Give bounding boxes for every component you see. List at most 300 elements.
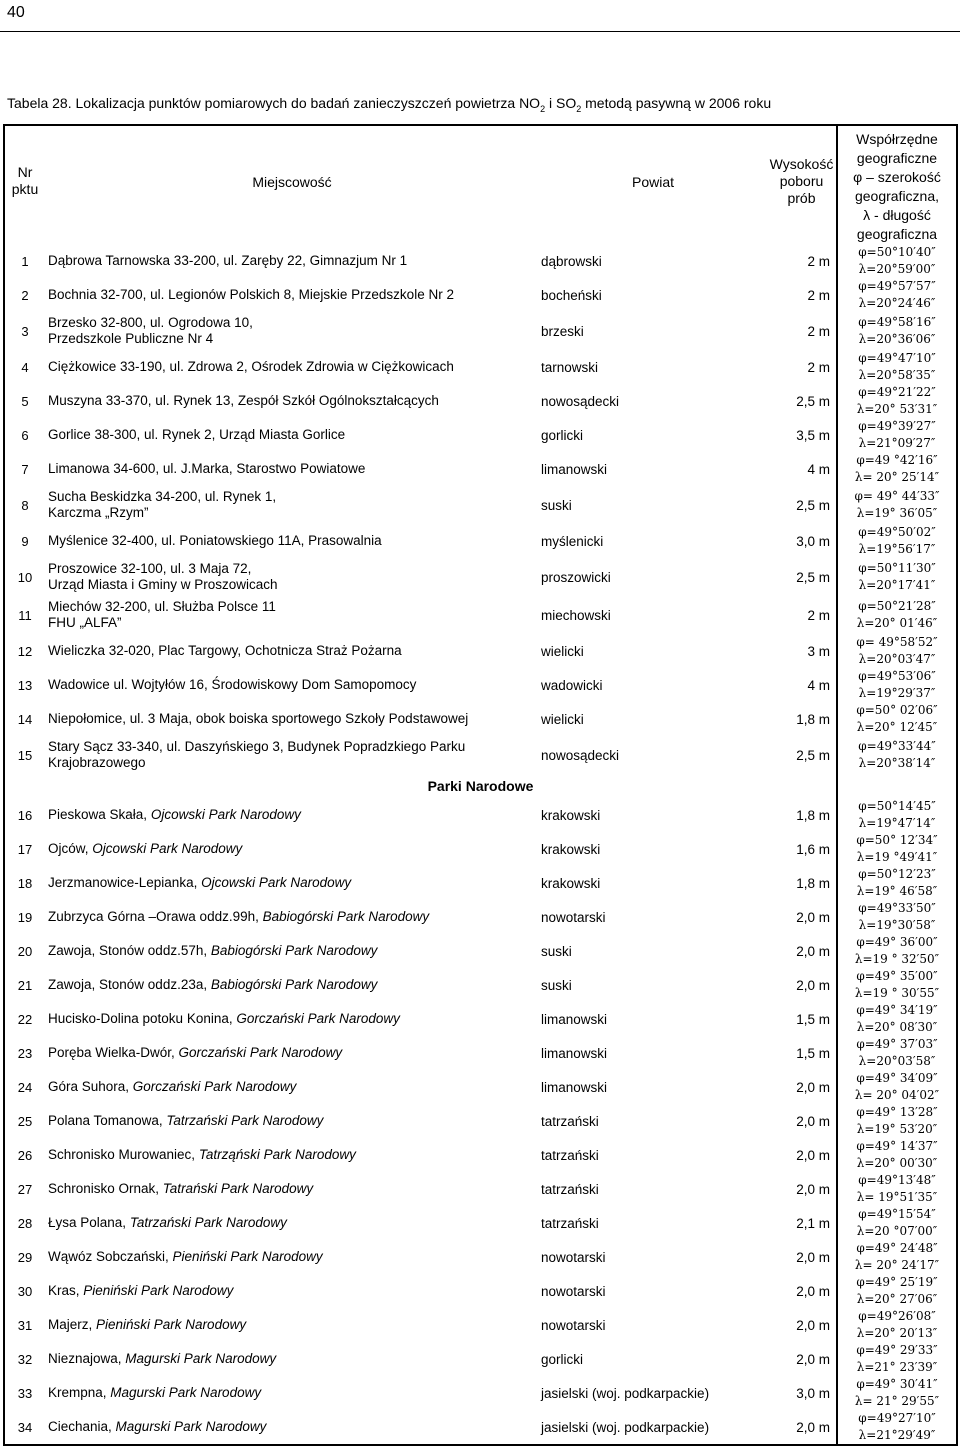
location-cell <box>45 1104 539 1138</box>
height-cell: 3 m <box>807 643 830 659</box>
latitude-value: φ=49° 29′33″ <box>856 1343 938 1357</box>
longitude-value: λ=20 °07′00″ <box>856 1224 938 1238</box>
park-name: Magurski Park Narodowy <box>115 1419 267 1434</box>
height-cell: 4 m <box>807 461 830 477</box>
location-cell <box>45 702 539 736</box>
powiat-cell: dąbrowski <box>541 253 602 269</box>
height-cell: 2,0 m <box>796 1351 830 1367</box>
location-text: Wadowice ul. Wojtyłów 16, Środowiskowy Dom Samopomocy <box>48 677 417 692</box>
powiat-cell: wielicki <box>541 711 584 727</box>
location-text: Zawoja, Stonów oddz.57h, <box>48 943 211 958</box>
location-text: Kras, <box>48 1283 84 1298</box>
powiat-cell: nowotarski <box>541 1283 606 1299</box>
point-number: 29 <box>17 1249 33 1265</box>
table-header-row <box>4 125 957 244</box>
park-name: Gorczański Park Narodowy <box>236 1011 400 1026</box>
location-cell <box>45 668 539 702</box>
longitude-value: λ=19 ° 32′50″ <box>854 952 940 966</box>
point-number: 23 <box>17 1045 33 1061</box>
location-text-line2: Karczma „Rzym” <box>48 505 149 520</box>
point-number: 15 <box>17 747 33 763</box>
park-name: Pieniński Park Narodowy <box>96 1317 247 1332</box>
longitude-value: λ= 20° 04′02″ <box>854 1088 940 1102</box>
point-number: 3 <box>21 323 29 339</box>
table-row <box>4 736 957 774</box>
table-row <box>4 1410 957 1445</box>
longitude-value: λ= 21° 29′55″ <box>854 1394 940 1408</box>
point-number: 24 <box>17 1079 33 1095</box>
height-cell: 3,5 m <box>796 427 830 443</box>
location-text: Pieskowa Skała, <box>48 807 151 822</box>
longitude-value: λ=20° 08′30″ <box>856 1020 938 1034</box>
header-wysokosc: Wysokość poboru prób <box>769 156 834 206</box>
height-cell: 4 m <box>807 677 830 693</box>
powiat-cell: nowosądecki <box>541 393 620 409</box>
longitude-value: λ= 20° 25′14″ <box>854 470 940 484</box>
point-number: 9 <box>21 533 29 549</box>
park-name: Pieniński Park Narodowy <box>83 1283 234 1298</box>
powiat-cell: krakowski <box>541 841 601 857</box>
powiat-cell: suski <box>541 943 572 959</box>
location-cell <box>45 1206 539 1240</box>
point-number: 22 <box>17 1011 33 1027</box>
latitude-value: φ=49°58′16″ <box>858 315 936 329</box>
park-name: Tatrząński Park Narodowy <box>198 1147 356 1162</box>
location-cell <box>45 900 539 934</box>
coordinates-cell <box>837 452 957 486</box>
latitude-value: φ=49° 37′03″ <box>856 1037 938 1051</box>
location-text: Zawoja, Stonów oddz.23a, <box>48 977 211 992</box>
latitude-value: φ=49°13′48″ <box>858 1173 936 1187</box>
coordinates-cell <box>837 558 957 596</box>
coordinates-cell <box>837 668 957 702</box>
height-cell: 1,8 m <box>796 711 830 727</box>
coordinates-cell <box>837 1342 957 1376</box>
page-number: 40 <box>7 4 25 21</box>
caption-text-1: Tabela 28. Lokalizacja punktów pomiarowych do badań zanieczyszczeń powietrza NO <box>7 95 541 111</box>
park-name: Magurski Park Narodowy <box>125 1351 277 1366</box>
longitude-value: λ=19 °49′41″ <box>856 850 938 864</box>
height-cell: 2,5 m <box>796 393 830 409</box>
point-number: 33 <box>17 1385 33 1401</box>
location-cell <box>45 244 539 278</box>
height-cell: 1,6 m <box>796 841 830 857</box>
point-number: 13 <box>17 677 33 693</box>
section-title: Parki Narodowe <box>427 778 534 794</box>
height-cell: 2,5 m <box>796 569 830 585</box>
longitude-value: λ=20° 53′31″ <box>856 402 938 416</box>
coordinates-cell <box>837 384 957 418</box>
powiat-cell: limanowski <box>541 461 608 477</box>
table-row <box>4 312 957 350</box>
location-text: Limanowa 34-600, ul. J.Marka, Starostwo Powiatowe <box>48 461 366 476</box>
latitude-value: φ=49°33′50″ <box>858 901 936 915</box>
height-cell: 2,0 m <box>796 943 830 959</box>
location-text: Bochnia 32-700, ul. Legionów Polskich 8, Miejskie Przedszkole Nr 2 <box>48 287 454 302</box>
table-row <box>4 452 957 486</box>
powiat-cell: nowotarski <box>541 1317 606 1333</box>
point-number: 18 <box>17 875 33 891</box>
longitude-value: λ= 19°51′35″ <box>856 1190 938 1204</box>
park-name: Magurski Park Narodowy <box>110 1385 262 1400</box>
coordinates-cell <box>837 1070 957 1104</box>
location-cell <box>45 384 539 418</box>
table-row <box>4 244 957 278</box>
location-cell <box>45 1376 539 1410</box>
point-number: 2 <box>21 287 29 303</box>
location-cell <box>45 524 539 558</box>
caption-text-3: metodą pasywną w 2006 roku <box>581 95 772 111</box>
table-row <box>4 1138 957 1172</box>
location-text: Stary Sącz 33-340, ul. Daszyńskiego 3, Budynek Popradzkiego Parku <box>48 739 466 754</box>
longitude-value: λ=20° 27′06″ <box>856 1292 938 1306</box>
latitude-value: φ=49°27′10″ <box>858 1411 936 1425</box>
table-row <box>4 798 957 832</box>
height-cell: 2,0 m <box>796 1419 830 1435</box>
coordinates-cell <box>837 634 957 668</box>
longitude-value: λ=19° 53′20″ <box>856 1122 938 1136</box>
height-cell: 2,5 m <box>796 497 830 513</box>
powiat-cell: jasielski (woj. podkarpackie) <box>541 1419 710 1435</box>
longitude-value: λ=20° 20′13″ <box>856 1326 938 1340</box>
park-name: Babiogórski Park Narodowy <box>262 909 430 924</box>
section-row <box>4 774 957 798</box>
point-number: 31 <box>17 1317 33 1333</box>
latitude-value: φ=49°53′06″ <box>858 669 936 683</box>
table-row <box>4 934 957 968</box>
location-text: Nieznajowa, <box>48 1351 126 1366</box>
longitude-value: λ=20°17′41″ <box>858 578 936 592</box>
longitude-value: λ=20°03′47″ <box>858 652 936 666</box>
latitude-value: φ=49°47′10″ <box>858 351 936 365</box>
location-text: Wieliczka 32-020, Plac Targowy, Ochotnicza Straż Pożarna <box>48 643 402 658</box>
table-row <box>4 832 957 866</box>
coordinates-cell <box>837 244 957 278</box>
longitude-value: λ=19°30′58″ <box>858 918 936 932</box>
point-number: 30 <box>17 1283 33 1299</box>
point-number: 8 <box>21 497 29 513</box>
table-row <box>4 1036 957 1070</box>
table-row <box>4 1342 957 1376</box>
header-miejscowosc: Miejscowość <box>252 174 332 190</box>
coordinates-cell <box>837 278 957 312</box>
location-cell <box>45 1308 539 1342</box>
header-rule <box>0 31 960 32</box>
latitude-value: φ=49°50′02″ <box>858 525 936 539</box>
location-text: Gorlice 38-300, ul. Rynek 2, Urząd Miasta Gorlice <box>48 427 346 442</box>
point-number: 19 <box>17 909 33 925</box>
coordinates-cell <box>837 832 957 866</box>
table-row <box>4 1070 957 1104</box>
table-row <box>4 1308 957 1342</box>
height-cell: 2,0 m <box>796 1079 830 1095</box>
powiat-cell: wadowicki <box>541 677 603 693</box>
coordinates-cell <box>837 1274 957 1308</box>
header-nr: Nr pktu <box>11 164 39 197</box>
location-text: Ciężkowice 33-190, ul. Zdrowa 2, Ośrodek Zdrowia w Ciężkowicach <box>48 359 454 374</box>
powiat-cell: proszowicki <box>541 569 611 585</box>
longitude-value: λ=21°29′49″ <box>858 1428 936 1442</box>
coordinates-cell <box>837 524 957 558</box>
point-number: 20 <box>17 943 33 959</box>
longitude-value: λ=19°56′17″ <box>858 542 936 556</box>
location-cell <box>45 1274 539 1308</box>
location-cell <box>45 1036 539 1070</box>
table-row <box>4 384 957 418</box>
point-number: 26 <box>17 1147 33 1163</box>
coordinates-cell <box>837 486 957 524</box>
latitude-value: φ=49 °42′16″ <box>856 453 938 467</box>
coordinates-cell <box>837 702 957 736</box>
coordinates-cell <box>837 312 957 350</box>
height-cell: 1,5 m <box>796 1011 830 1027</box>
park-name: Tatrzański Park Narodowy <box>129 1215 287 1230</box>
table-row <box>4 668 957 702</box>
powiat-cell: limanowski <box>541 1045 608 1061</box>
location-text-line2: Krajobrazowego <box>48 755 146 770</box>
height-cell: 2,0 m <box>796 909 830 925</box>
coordinates-cell <box>837 1002 957 1036</box>
location-cell <box>45 634 539 668</box>
location-cell <box>45 486 539 524</box>
point-number: 34 <box>17 1419 33 1435</box>
height-cell: 2,5 m <box>796 747 830 763</box>
height-cell: 1,8 m <box>796 807 830 823</box>
table-row <box>4 278 957 312</box>
caption-sub-1: 2 <box>540 103 546 114</box>
table-row <box>4 486 957 524</box>
latitude-value: φ=49° 24′48″ <box>856 1241 938 1255</box>
longitude-value: λ=21° 23′39″ <box>856 1360 938 1374</box>
location-cell <box>45 418 539 452</box>
powiat-cell: tatrzański <box>541 1147 599 1163</box>
powiat-cell: tatrzański <box>541 1181 599 1197</box>
latitude-value: φ= 49° 44′33″ <box>854 489 940 503</box>
location-text: Proszowice 32-100, ul. 3 Maja 72, <box>48 561 252 576</box>
coordinates-cell <box>837 1376 957 1410</box>
longitude-value: λ=19° 36′05″ <box>856 506 938 520</box>
powiat-cell: nowosądecki <box>541 747 620 763</box>
point-number: 11 <box>18 607 32 623</box>
height-cell: 2,0 m <box>796 1249 830 1265</box>
height-cell: 3,0 m <box>796 533 830 549</box>
latitude-value: φ=49°33′44″ <box>858 739 936 753</box>
height-cell: 3,0 m <box>796 1385 830 1401</box>
latitude-value: φ=50° 02′06″ <box>856 703 938 717</box>
park-name: Pieniński Park Narodowy <box>172 1249 323 1264</box>
table-row <box>4 558 957 596</box>
location-text: Brzesko 32-800, ul. Ogrodowa 10, <box>48 315 253 330</box>
park-name: Ojcowski Park Narodowy <box>150 807 301 822</box>
point-number: 7 <box>21 461 29 477</box>
point-number: 12 <box>17 643 33 659</box>
point-number: 17 <box>17 841 33 857</box>
park-name: Tatrański Park Narodowy <box>162 1181 314 1196</box>
latitude-value: φ=49° 13′28″ <box>856 1105 938 1119</box>
longitude-value: λ=20° 01′46″ <box>856 616 938 630</box>
latitude-value: φ=49° 36′00″ <box>856 935 938 949</box>
coord-header-line: Współrzędne <box>856 131 938 147</box>
location-cell <box>45 312 539 350</box>
location-cell <box>45 1342 539 1376</box>
location-text: Muszyna 33-370, ul. Rynek 13, Zespół Szkół Ogólnokształcących <box>48 393 439 408</box>
point-number: 25 <box>17 1113 33 1129</box>
table-row <box>4 866 957 900</box>
location-cell <box>45 866 539 900</box>
table-row <box>4 900 957 934</box>
longitude-value: λ=20° 12′45″ <box>856 720 938 734</box>
powiat-cell: bocheński <box>541 287 602 303</box>
powiat-cell: gorlicki <box>541 1351 584 1367</box>
coordinates-cell <box>837 1172 957 1206</box>
location-cell <box>45 596 539 634</box>
table-row <box>4 968 957 1002</box>
location-cell <box>45 350 539 384</box>
powiat-cell: nowotarski <box>541 909 606 925</box>
location-text-line2: FHU „ALFA” <box>48 615 122 630</box>
height-cell: 2,1 m <box>796 1215 830 1231</box>
location-text: Góra Suhora, <box>48 1079 133 1094</box>
location-text: Schronisko Murowaniec, <box>48 1147 199 1162</box>
table-row <box>4 1206 957 1240</box>
powiat-cell: suski <box>541 497 572 513</box>
location-text: Krempna, <box>48 1385 111 1400</box>
point-number: 6 <box>21 427 29 443</box>
location-cell <box>45 1138 539 1172</box>
caption-text-2: i SO <box>545 95 577 111</box>
section-title-cell <box>4 774 837 798</box>
latitude-value: φ=50°10′40″ <box>858 245 936 259</box>
latitude-value: φ=49° 34′19″ <box>856 1003 938 1017</box>
coordinates-cell <box>837 1410 957 1445</box>
latitude-value: φ=50°14′45″ <box>858 799 936 813</box>
latitude-value: φ= 49°58′52″ <box>856 635 938 649</box>
coordinates-cell <box>837 350 957 384</box>
powiat-cell: myślenicki <box>541 533 604 549</box>
coordinates-cell <box>837 1036 957 1070</box>
location-text: Niepołomice, ul. 3 Maja, obok boiska sportowego Szkoły Podstawowej <box>48 711 469 726</box>
table-row <box>4 1274 957 1308</box>
section-coord-cell <box>837 774 957 798</box>
powiat-cell: brzeski <box>541 323 584 339</box>
coordinates-cell <box>837 934 957 968</box>
point-number: 28 <box>17 1215 33 1231</box>
coordinates-cell <box>837 1138 957 1172</box>
longitude-value: λ=20°36′06″ <box>858 332 936 346</box>
measurement-points-table <box>3 124 958 1446</box>
coordinates-cell <box>837 418 957 452</box>
table-row <box>4 702 957 736</box>
location-cell <box>45 1002 539 1036</box>
location-cell <box>45 798 539 832</box>
header-wspolrzedne <box>837 125 957 244</box>
latitude-value: φ=49° 35′00″ <box>856 969 938 983</box>
location-cell <box>45 452 539 486</box>
latitude-value: φ=49° 34′09″ <box>856 1071 938 1085</box>
height-cell: 2 m <box>807 323 830 339</box>
location-cell <box>45 1172 539 1206</box>
height-cell: 2,0 m <box>796 1317 830 1333</box>
latitude-value: φ=49°21′22″ <box>858 385 936 399</box>
location-text: Wąwóz Sobczański, <box>48 1249 173 1264</box>
location-text: Ojców, <box>48 841 93 856</box>
longitude-value: λ=19°29′37″ <box>858 686 936 700</box>
coord-header-line: geograficzna, <box>854 188 940 204</box>
powiat-cell: krakowski <box>541 875 601 891</box>
park-name: Babiogórski Park Narodowy <box>210 943 378 958</box>
park-name: Gorczański Park Narodowy <box>178 1045 343 1060</box>
latitude-value: φ=49°39′27″ <box>858 419 936 433</box>
table-row <box>4 596 957 634</box>
coordinates-cell <box>837 596 957 634</box>
longitude-value: λ=20°24′46″ <box>858 296 936 310</box>
location-text: Polana Tomanowa, <box>48 1113 167 1128</box>
coordinates-cell <box>837 736 957 774</box>
height-cell: 1,5 m <box>796 1045 830 1061</box>
longitude-value: λ=20° 00′30″ <box>856 1156 938 1170</box>
longitude-value: λ=20°58′35″ <box>858 368 936 382</box>
coord-header-line: geograficzne <box>856 150 938 166</box>
powiat-cell: krakowski <box>541 807 601 823</box>
location-text: Łysa Polana, <box>48 1215 130 1230</box>
longitude-value: λ=19 ° 30′55″ <box>854 986 940 1000</box>
powiat-cell: gorlicki <box>541 427 584 443</box>
longitude-value: λ=19°47′14″ <box>858 816 936 830</box>
table-row <box>4 634 957 668</box>
table-row <box>4 1104 957 1138</box>
location-text: Miechów 32-200, ul. Służba Polsce 11 <box>48 599 276 614</box>
coordinates-cell <box>837 1308 957 1342</box>
point-number: 14 <box>17 711 33 727</box>
height-cell: 2 m <box>807 359 830 375</box>
point-number: 5 <box>21 393 29 409</box>
location-text: Ciechania, <box>48 1419 116 1434</box>
powiat-cell: suski <box>541 977 572 993</box>
height-cell: 2,0 m <box>796 1181 830 1197</box>
longitude-value: λ=19° 46′58″ <box>856 884 938 898</box>
powiat-cell: tatrzański <box>541 1215 599 1231</box>
latitude-value: φ=49° 25′19″ <box>856 1275 938 1289</box>
longitude-value: λ=20°59′00″ <box>858 262 936 276</box>
powiat-cell: limanowski <box>541 1079 608 1095</box>
table-row <box>4 418 957 452</box>
point-number: 1 <box>21 253 29 269</box>
location-cell <box>45 832 539 866</box>
latitude-value: φ=50°21′28″ <box>858 599 936 613</box>
table-row <box>4 1002 957 1036</box>
header-powiat: Powiat <box>631 174 675 190</box>
coordinates-cell <box>837 1240 957 1274</box>
park-name: Tatrzański Park Narodowy <box>166 1113 324 1128</box>
location-text: Hucisko-Dolina potoku Konina, <box>48 1011 237 1026</box>
location-cell <box>45 1410 539 1445</box>
table-row <box>4 524 957 558</box>
table-row <box>4 350 957 384</box>
point-number: 27 <box>17 1181 33 1197</box>
powiat-cell: limanowski <box>541 1011 608 1027</box>
coord-header-line: geograficzna <box>856 226 938 242</box>
point-number: 4 <box>21 359 29 375</box>
location-cell <box>45 278 539 312</box>
location-text-line2: Urząd Miasta i Gminy w Proszowicach <box>48 577 278 592</box>
coordinates-cell <box>837 798 957 832</box>
table-row <box>4 1240 957 1274</box>
coordinates-cell <box>837 900 957 934</box>
latitude-value: φ=50°12′23″ <box>858 867 936 881</box>
height-cell: 2 m <box>807 253 830 269</box>
location-cell <box>45 1070 539 1104</box>
location-text-line2: Przedszkole Publiczne Nr 4 <box>48 331 214 346</box>
